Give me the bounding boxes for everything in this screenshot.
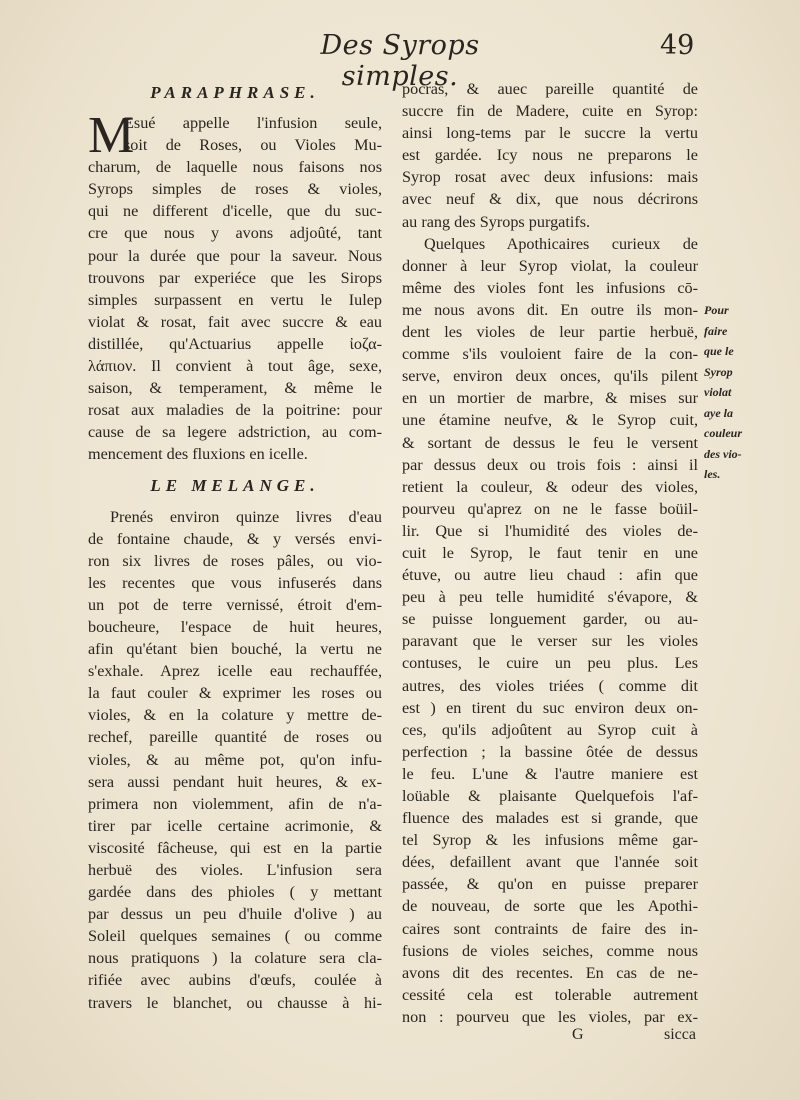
text-line: lir. Que si l'humidité des violes de- bbox=[402, 521, 698, 540]
text-line: Quelques Apothicaires curieux de bbox=[424, 234, 698, 253]
text-line: cre que nous y avons adjoûté, tant bbox=[88, 224, 382, 243]
text-line: distillée, qu'Actuarius appelle ἰοζα- bbox=[88, 334, 382, 353]
text-line: est gardée. Icy nous ne preparons le bbox=[402, 146, 698, 165]
text-line: me nous avons dit. En outre ils mon- bbox=[402, 300, 698, 319]
text-line: passée, & qu'on en puisse preparer bbox=[402, 875, 698, 894]
text-line: primera non violemment, afin de n'a- bbox=[88, 794, 382, 813]
text-line: Syrop rosat avec deux infusions: mais bbox=[402, 168, 698, 187]
text-line: trouvons par experiéce que les Sirops bbox=[88, 268, 382, 287]
text-line: de nouveau, de sorte que les Apothi- bbox=[402, 897, 698, 916]
text-line: serve, environ deux onces, qu'ils pilent bbox=[402, 367, 698, 386]
text-line: cuit le Syrop, le faut tenir en une bbox=[402, 543, 698, 562]
text-line: rifiée avec aubins d'œufs, coulée à bbox=[88, 971, 382, 990]
text-line: boucheure, l'espace de huit heures, bbox=[88, 617, 382, 636]
text-line: violes, & en la colature y mettre de- bbox=[88, 706, 382, 725]
text-line: travers le blanchet, ou chausse à hi- bbox=[88, 993, 382, 1012]
margin-note-line: les. bbox=[704, 467, 721, 481]
text-line: pocras, & auec pareille quantité de bbox=[402, 80, 698, 98]
text-line: non : pourveu que les violes, par ex- bbox=[402, 1007, 698, 1026]
margin-note-line: Pour bbox=[704, 303, 729, 317]
text-line: herbuë des violes. L'infusion sera bbox=[88, 861, 382, 879]
text-line: même des violes font les infusions cō- bbox=[402, 278, 698, 297]
margin-note-line: aye la bbox=[704, 405, 733, 420]
text-line: ainsi long-tems par le succre la vertu bbox=[402, 124, 698, 143]
text-line: avons dit des recentes. En cas de ne- bbox=[402, 963, 698, 982]
margin-note-line: couleur bbox=[704, 426, 743, 440]
margin-note bbox=[704, 300, 768, 485]
text-line: pourveu qu'aprez on ne le fasse boüil- bbox=[402, 499, 698, 518]
text-line: Esué appelle l'infusion seule, bbox=[124, 114, 382, 132]
text-line: s'exhale. Aprez icelle eau rechauffée, bbox=[88, 662, 382, 681]
page-number: 49 bbox=[660, 30, 695, 61]
text-line: au rang des Syrops purgatifs. bbox=[402, 212, 591, 231]
margin-note-line: faire bbox=[704, 323, 728, 338]
text-line: contuses, le cuire un peu plus. Les bbox=[402, 654, 698, 673]
heading-paraphrase: PARAPHRASE. bbox=[150, 83, 320, 102]
text-line: paravant que le verser sur les violes bbox=[402, 632, 698, 651]
text-line: dées, defaillent avant que l'année soit bbox=[402, 853, 698, 872]
text-line: les recentes que vous infuserés dans bbox=[88, 573, 382, 592]
text-line: mencement des fluxions en icelle. bbox=[88, 445, 308, 464]
text-line: afin qu'étant bien bouché, la vertu ne bbox=[88, 640, 382, 659]
running-title: Des Syrops simples. bbox=[320, 30, 480, 92]
text-line: par dessus deux ou trois fois : ainsi il bbox=[402, 455, 698, 474]
text-line: une étamine neufve, & le Syrop cuit, bbox=[402, 411, 698, 430]
text-line: cause de sa legere adstriction, au com- bbox=[88, 423, 382, 442]
text-line: peu à peu telle humidité s'évapore, & bbox=[402, 588, 698, 607]
text-line: violat & rosat, fait avec succre & eau bbox=[88, 312, 382, 331]
text-line: ces, qu'ils adjoûtent au Syrop cuit à bbox=[402, 720, 698, 739]
text-line: retient la couleur, & odeur des violes, bbox=[402, 477, 698, 496]
catchword: sicca bbox=[664, 1026, 696, 1043]
heading-melange: LE MELANGE. bbox=[150, 475, 320, 495]
text-line: saison, & temperament, & même le bbox=[88, 379, 382, 398]
melange-paragraph bbox=[88, 506, 382, 1014]
text-line: sera aussi pendant huit heures, & ex- bbox=[88, 772, 382, 791]
text-line: fusions de violes seiches, comme nous bbox=[402, 941, 698, 960]
text-line: perfection ; la bassine ôtée de dessus bbox=[402, 742, 698, 761]
text-line: nous pratiquons ) la colature sera cla- bbox=[88, 949, 382, 968]
text-line: le feu. L'une & l'autre maniere est bbox=[402, 764, 698, 783]
text-line: loüable & plaisante Quelquefois l'af- bbox=[402, 787, 698, 805]
left-column bbox=[88, 78, 382, 1014]
text-line: viscosité fâcheuse, qui est en la partie bbox=[88, 838, 382, 857]
text-line: Soleil quelques semaines ( ou comme bbox=[88, 927, 382, 946]
text-line: est ) en tirent du suc environ deux on- bbox=[402, 698, 698, 717]
text-line: ron six livres de roses pâles, ou vio- bbox=[88, 551, 382, 570]
text-line: succre fin de Madere, cuite en Syrop: bbox=[402, 102, 698, 121]
text-line: avec neuf & dix, que nous décrirons bbox=[402, 190, 698, 209]
text-line: pour la durée que pour la saveur. Nous bbox=[88, 246, 382, 265]
margin-note-line: Syrop bbox=[704, 364, 733, 379]
text-line: qui ne different d'icelle, que du suc- bbox=[88, 202, 382, 221]
text-line: charum, de laquelle nous faisons nos bbox=[88, 158, 382, 177]
text-line: tel Syrop & les infusions même gar- bbox=[402, 831, 698, 850]
text-line: étuve, ou autre lieu chaud : afin que bbox=[402, 566, 698, 585]
text-line: fluence des malades est si grande, que bbox=[402, 809, 698, 828]
text-line: en un mortier de marbre, & mises sur bbox=[402, 389, 698, 408]
drop-cap-letter: M bbox=[88, 107, 135, 164]
text-line: la faut couler & exprimer les roses ou bbox=[88, 684, 382, 703]
text-line: caires sont contraints de faire des in- bbox=[402, 919, 698, 938]
text-line: un pot de terre vernissé, étroit d'em- bbox=[88, 595, 382, 614]
margin-note-line: que le bbox=[704, 344, 734, 358]
text-line: Syrops simples de roses & violes, bbox=[88, 180, 382, 199]
text-line: gardée dans des phioles ( y mettant bbox=[88, 883, 382, 902]
paraphrase-paragraph bbox=[88, 107, 382, 466]
text-line: simples surpassent en vertu le Iulep bbox=[88, 290, 382, 309]
text-line: λάπιον. Il convient à tout âge, sexe, bbox=[88, 357, 382, 376]
margin-note-line: violat bbox=[704, 385, 732, 399]
text-line: Prenés environ quinze livres d'eau bbox=[110, 507, 382, 526]
text-line: rosat aux maladies de la poitrine: pour bbox=[88, 401, 382, 420]
text-line: cessité cela est tolerable autrement bbox=[402, 985, 698, 1004]
right-column-text bbox=[402, 78, 698, 1028]
text-line: & sortant de dessus le feu le versent bbox=[402, 433, 698, 452]
text-line: donner à leur Syrop violat, la couleur bbox=[402, 256, 698, 275]
text-line: de fontaine chaude, & y versés envi- bbox=[88, 529, 382, 548]
text-line: violes, & au même pot, qu'on infu- bbox=[88, 750, 382, 769]
text-line: dent les violes de leur partie herbuë, bbox=[402, 323, 698, 342]
right-column bbox=[402, 78, 698, 1028]
text-line: par dessus un peu d'huile d'olive ) au bbox=[88, 905, 382, 924]
text-line: soit de Roses, ou Violes Mu- bbox=[124, 136, 382, 155]
text-line: comme s'ils vouloient faire de la con- bbox=[402, 345, 698, 364]
signature-mark: G bbox=[572, 1026, 584, 1043]
text-line: autres, des violes triées ( comme dit bbox=[402, 676, 698, 695]
text-line: tirer par icelle certaine acrimonie, & bbox=[88, 816, 382, 835]
text-line: rechef, pareille quantité de roses ou bbox=[88, 728, 382, 747]
margin-note-line: des vio- bbox=[704, 446, 742, 461]
text-line: se puisse longuement garder, ou au- bbox=[402, 610, 698, 629]
